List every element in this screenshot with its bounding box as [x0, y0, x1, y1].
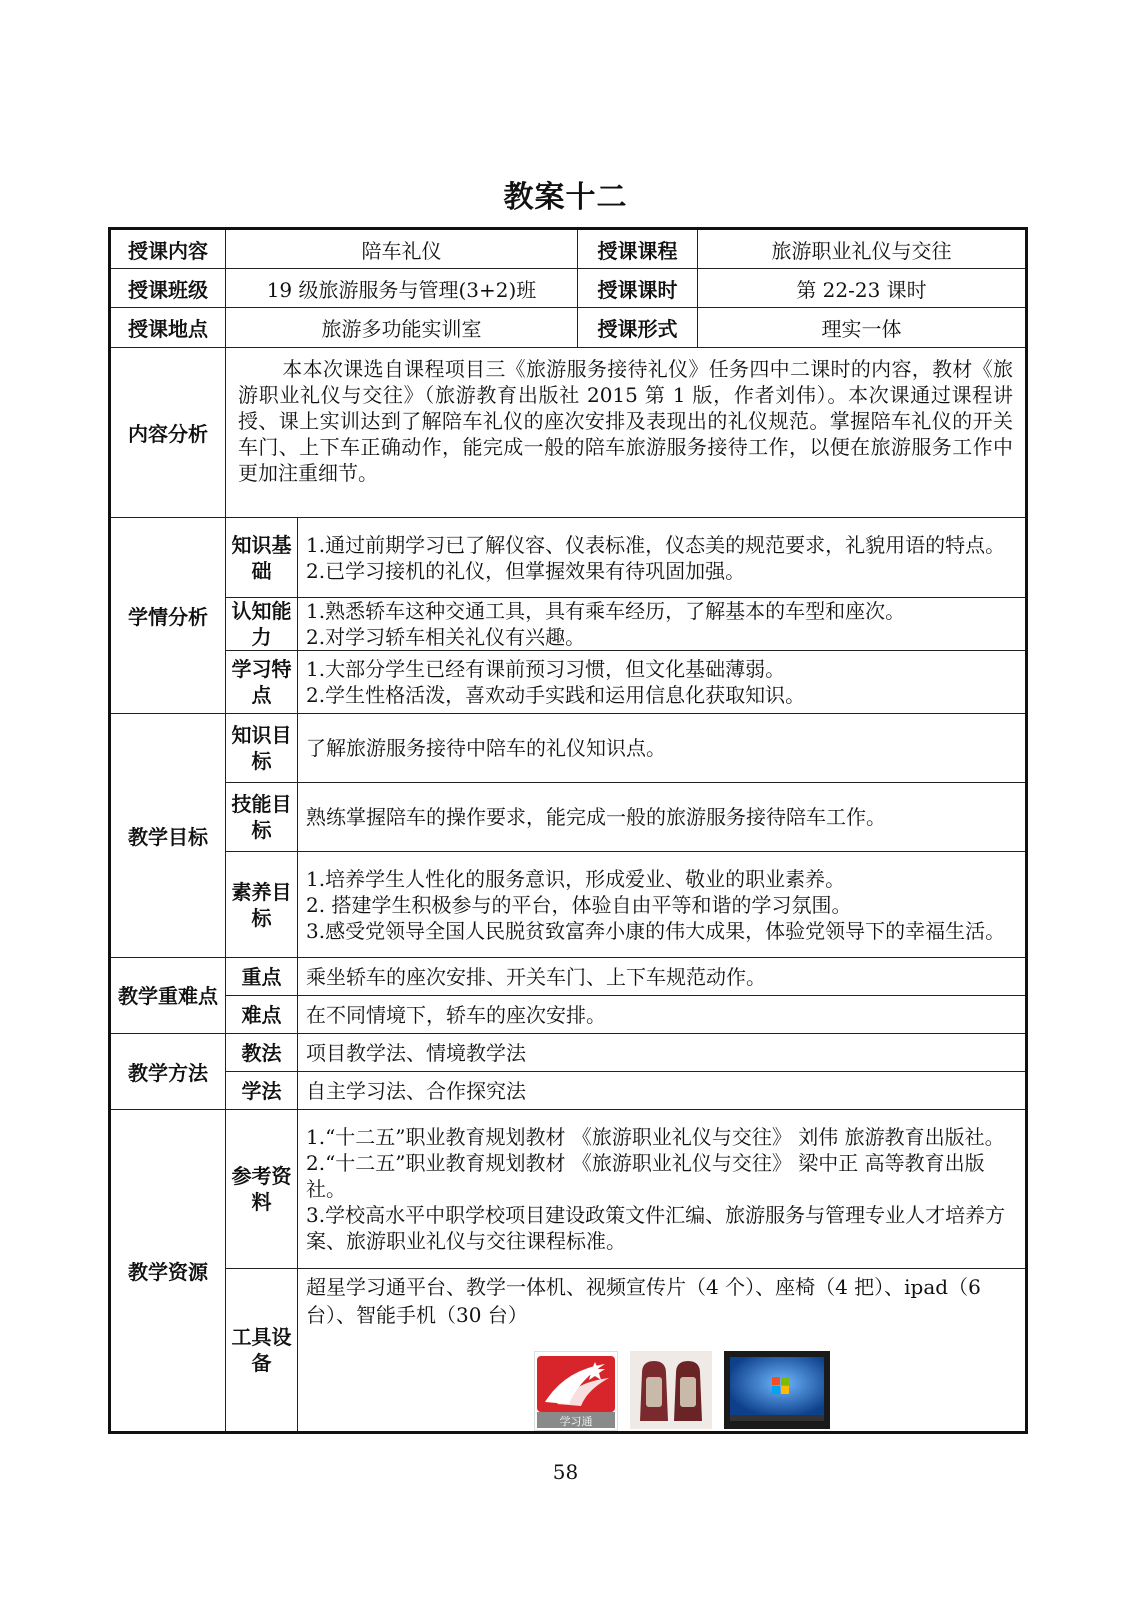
content-analysis-row	[110, 348, 1027, 518]
key-text-focus: 乘坐轿车的座次安排、开关车门、上下车规范动作。	[298, 958, 1027, 996]
label-course: 授课课程	[578, 229, 698, 269]
tool-images	[306, 1351, 1017, 1431]
method-row-1	[110, 1034, 1027, 1072]
goal-text-knowledge: 了解旅游服务接待中陪车的礼仪知识点。	[298, 714, 1027, 783]
goal-sub-knowledge: 知识目标	[226, 714, 298, 783]
goal-row-1	[110, 714, 1027, 783]
goal-row-3	[110, 852, 1027, 958]
goal-text-skill: 熟练掌握陪车的操作要求，能完成一般的旅游服务接待陪车工作。	[298, 783, 1027, 852]
goal-row-2	[110, 783, 1027, 852]
learner-text-knowledge: 1.通过前期学习已了解仪容、仪表标准，仪态美的规范要求，礼貌用语的特点。 2.已学习接机的礼仪，但掌握效果有待巩固加强。	[298, 518, 1027, 598]
car-seat-image	[630, 1351, 712, 1429]
value-format: 理实一体	[698, 308, 1027, 348]
learner-row-1	[110, 518, 1027, 598]
learner-row-2	[110, 598, 1027, 651]
learner-text-cognition: 1.熟悉轿车这种交通工具，具有乘车经历，了解基本的车型和座次。 2.对学习轿车相关礼仪有兴趣。	[298, 598, 1027, 651]
tools-description: 超星学习通平台、教学一体机、视频宣传片（4 个）、座椅（4 把）、ipad（6 台）、智能手机（30 台）	[306, 1275, 981, 1327]
key-points-label: 教学重难点	[110, 958, 226, 1034]
value-location: 旅游多功能实训室	[226, 308, 578, 348]
method-sub-teaching: 教法	[226, 1034, 298, 1072]
value-class: 19 级旅游服务与管理(3+2)班	[226, 269, 578, 308]
resources-label: 教学资源	[110, 1110, 226, 1433]
value-course: 旅游职业礼仪与交往	[698, 229, 1027, 269]
goal-sub-literacy: 素养目标	[226, 852, 298, 958]
methods-label: 教学方法	[110, 1034, 226, 1110]
lesson-plan-table	[108, 227, 1028, 1434]
learner-sub-cognition: 认知能力	[226, 598, 298, 651]
goal-text-literacy: 1.培养学生人性化的服务意识，形成爱业、敬业的职业素养。 2. 搭建学生积极参与的平台，体验自由平等和谐的学习氛围。 3.感受党领导全国人民脱贫致富奔小康的伟大成果，体验党领导下的幸福生活。	[298, 852, 1027, 958]
content-analysis-text: 本本次课选自课程项目三《旅游服务接待礼仪》任务四中二课时的内容，教材《旅游职业礼仪与交往》（旅游教育出版社 2015 第 1 版，作者刘伟）。本次课通过课程讲授、课上实训达到了解陪车礼仪的座次安排及表现出的礼仪规范。掌握陪车礼仪的开关车门、上下车正确动作，能完成一般的陪车旅游服务接待工作，以便在旅游服务工作中更加注重细节。	[226, 348, 1027, 518]
resource-text-references: 1.“十二五”职业教育规划教材 《旅游职业礼仪与交往》 刘伟 旅游教育出版社。 2.“十二五”职业教育规划教材 《旅游职业礼仪与交往》 梁中正 高等教育出版社。 3.学校高水平中职学校项目建设政策文件汇编、旅游服务与管理专业人才培养方案、旅游职业礼仪与交往课程标准。	[298, 1110, 1027, 1269]
learner-text-traits: 1.大部分学生已经有课前预习习惯，但文化基础薄弱。 2.学生性格活泼，喜欢动手实践和运用信息化获取知识。	[298, 651, 1027, 714]
header-row-2	[110, 269, 1027, 308]
value-course-content: 陪车礼仪	[226, 229, 578, 269]
header-row-1	[110, 229, 1027, 269]
goal-sub-skill: 技能目标	[226, 783, 298, 852]
value-hours: 第 22-23 课时	[698, 269, 1027, 308]
teaching-goals-label: 教学目标	[110, 714, 226, 958]
label-location: 授课地点	[110, 308, 226, 348]
learner-sub-traits: 学习特点	[226, 651, 298, 714]
learner-row-3	[110, 651, 1027, 714]
resource-text-tools	[298, 1269, 1027, 1433]
content-analysis-label: 内容分析	[110, 348, 226, 518]
key-row-2	[110, 996, 1027, 1034]
resource-sub-references: 参考资料	[226, 1110, 298, 1269]
xuexitong-logo-image	[534, 1351, 618, 1431]
label-class: 授课班级	[110, 269, 226, 308]
page-title: 教案十二	[503, 180, 628, 215]
resource-row-1	[110, 1110, 1027, 1269]
resource-sub-tools: 工具设备	[226, 1269, 298, 1433]
smart-board-image	[724, 1351, 830, 1429]
learner-sub-knowledge: 知识基础	[226, 518, 298, 598]
page-number: 58	[552, 1460, 579, 1484]
label-course-content: 授课内容	[110, 229, 226, 269]
label-format: 授课形式	[578, 308, 698, 348]
key-sub-difficulty: 难点	[226, 996, 298, 1034]
method-sub-learning: 学法	[226, 1072, 298, 1110]
xuexitong-caption: 学习通	[559, 1415, 592, 1428]
learner-analysis-label: 学情分析	[110, 518, 226, 714]
method-text-learning: 自主学习法、合作探究法	[298, 1072, 1027, 1110]
header-row-3	[110, 308, 1027, 348]
method-text-teaching: 项目教学法、情境教学法	[298, 1034, 1027, 1072]
label-hours: 授课课时	[578, 269, 698, 308]
method-row-2	[110, 1072, 1027, 1110]
key-text-difficulty: 在不同情境下，轿车的座次安排。	[298, 996, 1027, 1034]
key-sub-focus: 重点	[226, 958, 298, 996]
key-row-1	[110, 958, 1027, 996]
resource-row-2	[110, 1269, 1027, 1433]
